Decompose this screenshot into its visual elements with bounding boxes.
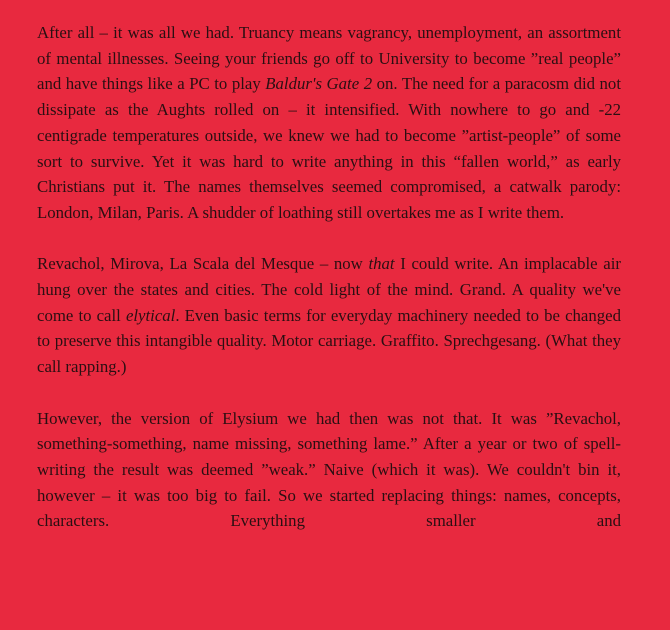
- text-run: However, the version of Elysium we had then was not that. It was ”Revachol, something-something, name missing, something lame.” After a year or two of spell-writing the result was deemed ”weak.” Naive (which it was). We couldn't bin it, however – it was too big to fail. So we started replacing things: names, concepts, characters. Everything smaller and: [37, 408, 621, 531]
- text-run: After all – it was all we had. Truancy means vagrancy, unemployment, an assortment of mental illnesses. Seeing your friends go off to University to become ”real people” and have things like a PC to play: [37, 23, 621, 94]
- text-run: on. The need for a paracosm did not dissipate as the Aughts rolled on – it intensified. With nowhere to go and -22 centigrade temperatures outside, we knew we had to become ”artist-people” of some sort to survive. Yet it was hard to write anything in this “fallen world,” as early Christians put it. The names themselves seemed compromised, a catwalk parody: London, Milan, Paris. A shudder of loathing still overtakes me as I write them.: [37, 74, 621, 222]
- text-run: I could write. An implacable air hung over the states and cities. The cold light of the mind. Grand. A quality we've come to call: [37, 254, 621, 325]
- document-body: [37, 20, 621, 560]
- paragraph-1: [37, 20, 621, 226]
- paragraph-3: [37, 406, 621, 535]
- italic-text-run: Baldur's Gate 2: [265, 74, 373, 94]
- paragraph-2: [37, 251, 621, 380]
- text-run: Revachol, Mirova, La Scala del Mesque – now: [37, 254, 369, 274]
- text-run: . Even basic terms for everyday machinery needed to be changed to preserve this intangible quality. Motor carriage. Graffito. Sprechgesang. (What they call rapping.): [37, 305, 622, 377]
- italic-text-run: elytical: [125, 305, 176, 325]
- italic-text-run: that: [368, 254, 395, 274]
